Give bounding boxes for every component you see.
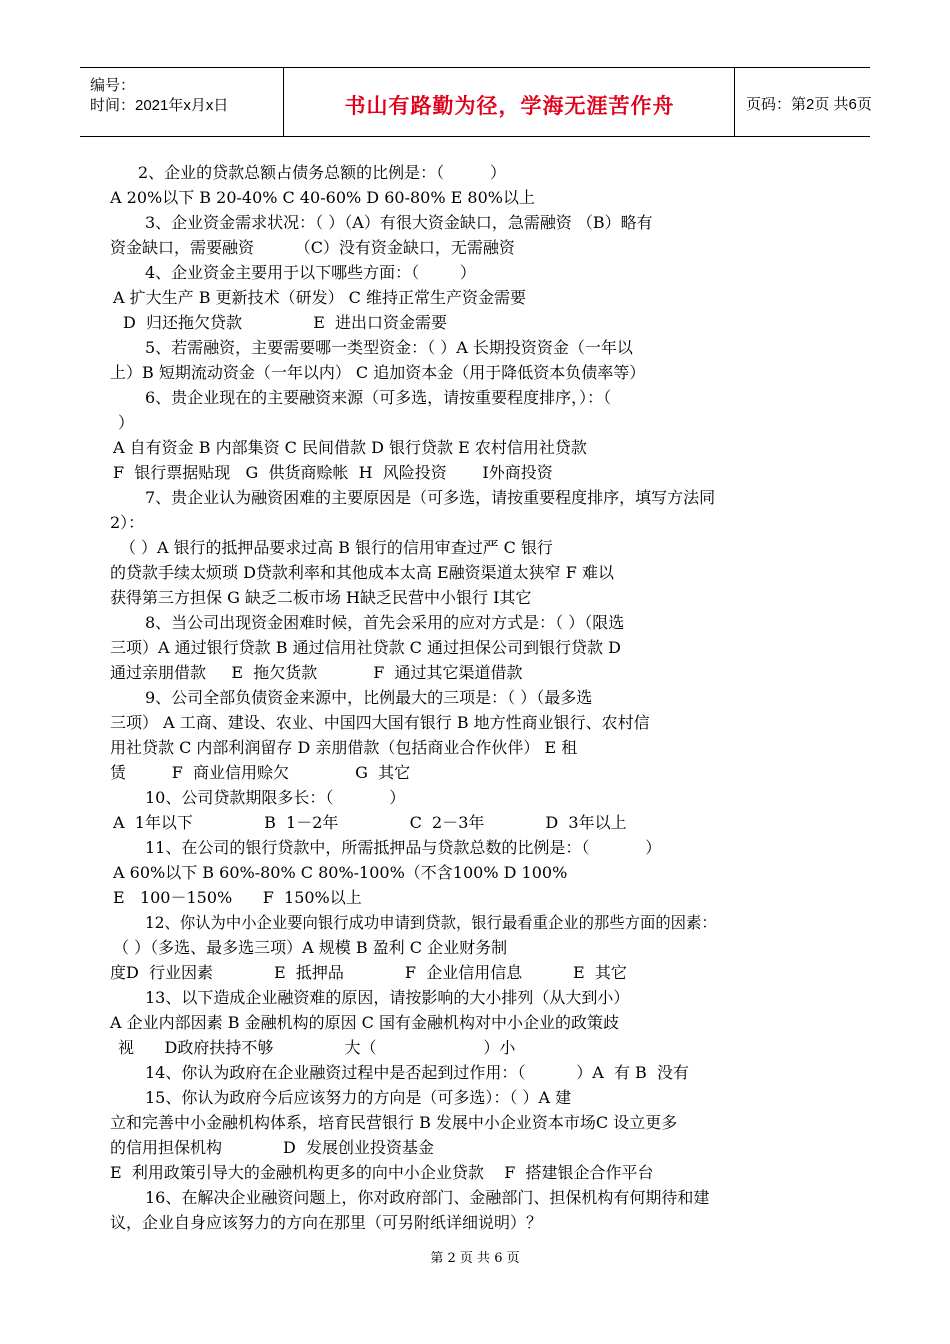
- text-line: 14、你认为政府在企业融资过程中是否起到过作用：（ ）A 有 B 没有: [145, 1063, 689, 1082]
- text-line: 度D 行业因素 E 抵押品 F 企业信用信息 E 其它: [110, 963, 627, 982]
- text-line: 16、在解决企业融资问题上，你对政府部门、金融部门、担保机构有何期待和建: [145, 1188, 710, 1207]
- text-line: 2、企业的贷款总额占债务总额的比例是：（ ）: [138, 163, 506, 182]
- text-line: 2）：: [110, 513, 145, 532]
- motto-text: 书山有路勤为径，学海无涯苦作舟: [344, 94, 675, 118]
- text-line: A 企业内部因素 B 金融机构的原因 C 国有金融机构对中小企业的政策歧: [110, 1013, 619, 1032]
- text-line: （ ）（多选、最多选三项）A 规模 B 盈利 C 企业财务制: [113, 938, 508, 957]
- date-line: 时间：2021年x月x日: [90, 97, 229, 114]
- text-line: 12、你认为中小企业要向银行成功申请到贷款，银行最看重企业的那些方面的因素：: [145, 913, 717, 932]
- text-line: 获得第三方担保 G 缺乏二板市场 H缺乏民营中小银行 I其它: [110, 588, 532, 607]
- text-line: A 扩大生产 B 更新技术（研发） C 维持正常生产资金需要: [113, 288, 526, 307]
- header-info-cell: [80, 68, 284, 136]
- text-line: 10、公司贷款期限多长：（ ）: [145, 788, 406, 807]
- text-line: 11、在公司的银行贷款中，所需抵押品与贷款总数的比例是：（ ）: [145, 838, 662, 857]
- text-line: A 1年以下 B 1－2年 C 2－3年 D 3年以上: [113, 813, 627, 832]
- text-line: 资金缺口，需要融资 （C）没有资金缺口，无需融资: [110, 238, 515, 257]
- text-line: 5、若需融资，主要需要哪一类型资金：（ ）A 长期投资资金（一年以: [145, 338, 633, 357]
- text-line: 三项）A 通过银行贷款 B 通过信用社贷款 C 通过担保公司到银行贷款 D: [110, 638, 621, 657]
- header-motto-cell: [285, 68, 735, 136]
- serial-label: 编号：: [90, 77, 136, 94]
- text-line: 上）B 短期流动资金（一年以内） C 追加资本金（用于降低资本负债率等）: [110, 363, 646, 382]
- text-line: （ ）A 银行的抵押品要求过高 B 银行的信用审查过严 C 银行: [120, 538, 553, 557]
- text-line: D 归还拖欠贷款 E 进出口资金需要: [123, 313, 448, 332]
- text-line: 用社贷款 C 内部利润留存 D 亲朋借款（包括商业合作伙伴） E 租: [110, 738, 578, 757]
- text-line: 赁 F 商业信用赊欠 G 其它: [110, 763, 411, 782]
- text-line: 立和完善中小金融机构体系，培育民营银行 B 发展中小企业资本市场C 设立更多: [110, 1113, 678, 1132]
- text-line: 的贷款手续太烦琐 D贷款利率和其他成本太高 E融资渠道太狭窄 F 难以: [110, 563, 614, 582]
- header-page-cell: [736, 68, 870, 136]
- page-number-label: 页码：第2页 共6页: [746, 96, 872, 113]
- text-line: 15、你认为政府今后应该努力的方向是（可多选）：（ ）A 建: [145, 1088, 572, 1107]
- text-line: A 自有资金 B 内部集资 C 民间借款 D 银行贷款 E 农村信用社贷款: [113, 438, 587, 457]
- text-line: E 100－150% F 150%以上: [113, 888, 362, 907]
- text-line: 三项） A 工商、建设、农业、中国四大国有银行 B 地方性商业银行、农村信: [110, 713, 650, 732]
- text-line: F 银行票据贴现 G 供货商赊帐 H 风险投资 I外商投资: [113, 463, 553, 482]
- text-line: 3、企业资金需求状况：（ ）（A）有很大资金缺口，急需融资 （B）略有: [145, 213, 653, 232]
- text-line: 9、公司全部负债资金来源中，比例最大的三项是：（ ）（最多选: [145, 688, 593, 707]
- text-line: 的信用担保机构 D 发展创业投资基金: [110, 1138, 435, 1157]
- header-table: [80, 67, 870, 137]
- text-line: ）: [118, 413, 135, 432]
- text-line: 8、当公司出现资金困难时候，首先会采用的应对方式是：（ ）（限选: [145, 613, 625, 632]
- text-line: A 60%以下 B 60%-80% C 80%-100%（不含100% D 100%: [113, 863, 568, 882]
- page-footer: 第 2 页 共 6 页: [430, 1251, 520, 1266]
- text-line: 6、贵企业现在的主要融资来源（可多选，请按重要程度排序，）：（: [145, 388, 612, 407]
- text-line: 议，企业自身应该努力的方向在那里（可另附纸详细说明）？: [110, 1213, 543, 1232]
- text-line: 13、以下造成企业融资难的原因，请按影响的大小排列（从大到小）: [145, 988, 630, 1007]
- text-line: 通过亲朋借款 E 拖欠货款 F 通过其它渠道借款: [110, 663, 523, 682]
- text-line: 4、企业资金主要用于以下哪些方面：（ ）: [145, 263, 476, 282]
- text-line: 7、贵企业认为融资困难的主要原因是（可多选，请按重要程度排序，填写方法同: [145, 488, 716, 507]
- text-line: E 利用政策引导大的金融机构更多的向中小企业贷款 F 搭建银企合作平台: [110, 1163, 654, 1182]
- text-line: 视 D政府扶持不够 大（ ）小: [118, 1038, 516, 1057]
- text-line: A 20%以下 B 20-40% C 40-60% D 60-80% E 80%以上: [110, 188, 535, 207]
